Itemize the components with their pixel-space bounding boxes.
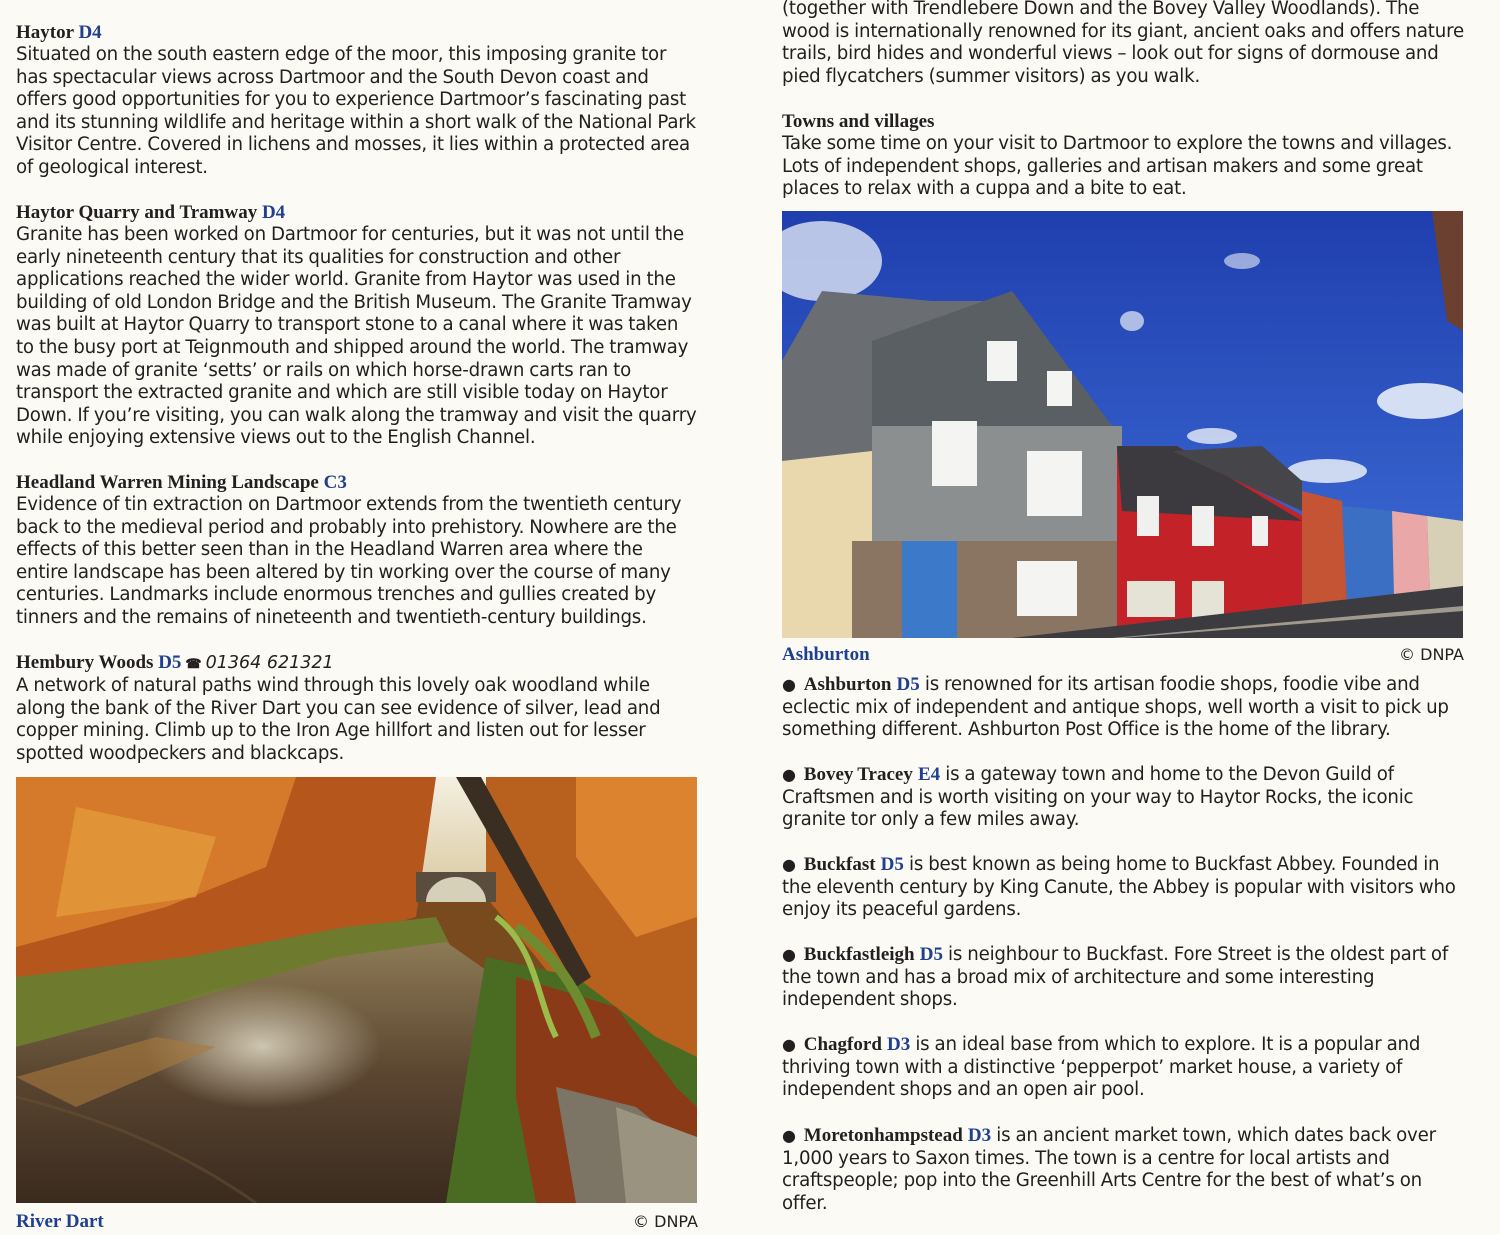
town-description: is neighbour to Buckfast. Fore Street is the oldest part of the town and has a broad mix of architecture and some interesting independent shops. (782, 944, 1449, 1011)
town-description: is a gateway town and home to the Devon Guild of Craftsmen and is worth visiting on your way to Haytor Rocks, the iconic granite tor only a few miles away. (782, 764, 1414, 831)
heading-title: Headland Warren Mining Landscape (16, 472, 319, 493)
heading-title: Haytor (16, 22, 74, 43)
town-name: Ashburton (803, 674, 892, 695)
photo-caption: Ashburton (782, 644, 870, 665)
town-description: is an ancient market town, which dates back over 1,000 years to Saxon times. The town is a centre for local artists and craftspeople; pop into the Greenhill Arts Centre for the best of what’s on offer. (782, 1125, 1436, 1214)
town-name: Chagford (803, 1034, 882, 1055)
section-heading: Towns and villages (782, 111, 935, 132)
town-name: Buckfast (803, 854, 876, 875)
section-body: Situated on the south eastern edge of the moor, this imposing granite tor has spectacular views across Dartmoor and the South Devon coast and offers good opportunities for you to experience Dartmoor’s fascinating past and its stunning wildlife and heritage within a short walk of the National Park Visitor Centre. Covered in lichens and mosses, it lies within a protected area of geological interest. (16, 44, 696, 178)
ashburton-photo (782, 211, 1463, 638)
section-body: Evidence of tin extraction on Dartmoor extends from the twentieth century back to the medieval period and probably into prehistory. Nowhere are the effects of this better seen than in the Headland Warren area where the entire landscape has been altered by tin working over the course of many centuries. Landmarks include enormous trenches and gullies created by tinners and the remains of nineteenth and twentieth-century buildings. (16, 494, 682, 628)
section-heading (16, 202, 698, 224)
town-description: is best known as being home to Buckfast Abbey. Founded in the eleventh century by King Canute, the Abbey is popular with visitors who enjoy its peaceful gardens. (782, 854, 1456, 921)
grid-reference: D3 (967, 1125, 992, 1146)
list-item (782, 674, 1464, 742)
section-heading (16, 22, 698, 44)
town-description: is renowned for its artisan foodie shops, foodie vibe and eclectic mix of independent and antique shops, well worth a visit to pick up something different. Ashburton Post Office is the home of the library. (782, 674, 1449, 741)
headland-section (16, 472, 698, 630)
bullet-icon: ● (782, 1126, 796, 1145)
photo-credit: © DNPA (633, 1212, 698, 1231)
grid-reference: E4 (917, 764, 941, 785)
quarry-section (16, 202, 698, 450)
grid-reference: D4 (261, 202, 286, 223)
phone-number: 01364 621321 (205, 653, 334, 673)
section-heading (16, 472, 698, 494)
haytor-section (16, 22, 698, 180)
grid-reference: D5 (896, 674, 920, 695)
phone-icon: ☎ (185, 656, 202, 671)
list-item (782, 944, 1464, 1012)
towns-section (782, 111, 1464, 201)
list-item (782, 1125, 1464, 1215)
section-body: (together with Trendlebere Down and the Bovey Valley Woodlands). The wood is internationally renowned for its giant, ancient oaks and offers nature trails, bird hides and wonderful views – look out for signs of dormouse and pied flycatchers (summer visitors) as you walk. (782, 0, 1464, 87)
bullet-icon: ● (782, 1035, 796, 1054)
grid-reference: D4 (78, 22, 102, 43)
section-body: A network of natural paths wind through this lovely oak woodland while along the bank of the River Dart you can see evidence of silver, lead and copper mining. Climb up to the Iron Age hillfort and listen out for lesser spotted woodpeckers and blackcaps. (16, 675, 661, 764)
bullet-icon: ● (782, 765, 796, 784)
bullet-icon: ● (782, 855, 796, 874)
heading-title: Haytor Quarry and Tramway (16, 202, 258, 223)
list-item (782, 764, 1464, 832)
grid-reference: D5 (919, 944, 943, 965)
bovey-valley-continued (782, 0, 1464, 88)
grid-reference: C3 (323, 472, 347, 493)
grid-reference: D5 (158, 652, 182, 673)
list-item (782, 1034, 1464, 1102)
town-name: Buckfastleigh (803, 944, 915, 965)
town-name: Bovey Tracey (803, 764, 913, 785)
hembury-section (16, 652, 698, 765)
section-heading (16, 652, 698, 675)
grid-reference: D5 (880, 854, 904, 875)
town-name: Moretonhampstead (803, 1125, 963, 1146)
heading-title: Hembury Woods (16, 652, 154, 673)
section-body: Take some time on your visit to Dartmoor to explore the towns and villages. Lots of independent shops, galleries and artisan makers and some great places to relax with a cuppa and a bite to eat. (782, 133, 1453, 200)
photo-caption: River Dart (16, 1211, 104, 1232)
river-dart-photo (16, 777, 697, 1203)
grid-reference: D3 (886, 1034, 911, 1055)
section-body: Granite has been worked on Dartmoor for centuries, but it was not until the early nineteenth century that its qualities for construction and other applications reached the wider world. Granite from Haytor was used in the building of old London Bridge and the British Museum. The Granite Tramway was built at Haytor Quarry to transport stone to a canal where it was taken to the busy port at Teignmouth and shipped around the world. The tramway was made of granite ‘setts’ or rails on which horse-drawn carts ran to transport the extracted granite and which are still visible today on Haytor Down. If you’re visiting, you can walk along the tramway and visit the quarry while enjoying extensive views out to the English Channel. (16, 224, 697, 449)
list-item (782, 854, 1464, 922)
photo-credit: © DNPA (1399, 645, 1464, 664)
town-description: is an ideal base from which to explore. It is a popular and thriving town with a distinctive ‘pepperpot’ market house, a variety of independent shops and an open air pool. (782, 1034, 1421, 1101)
bullet-icon: ● (782, 945, 796, 964)
bullet-icon: ● (782, 675, 796, 694)
